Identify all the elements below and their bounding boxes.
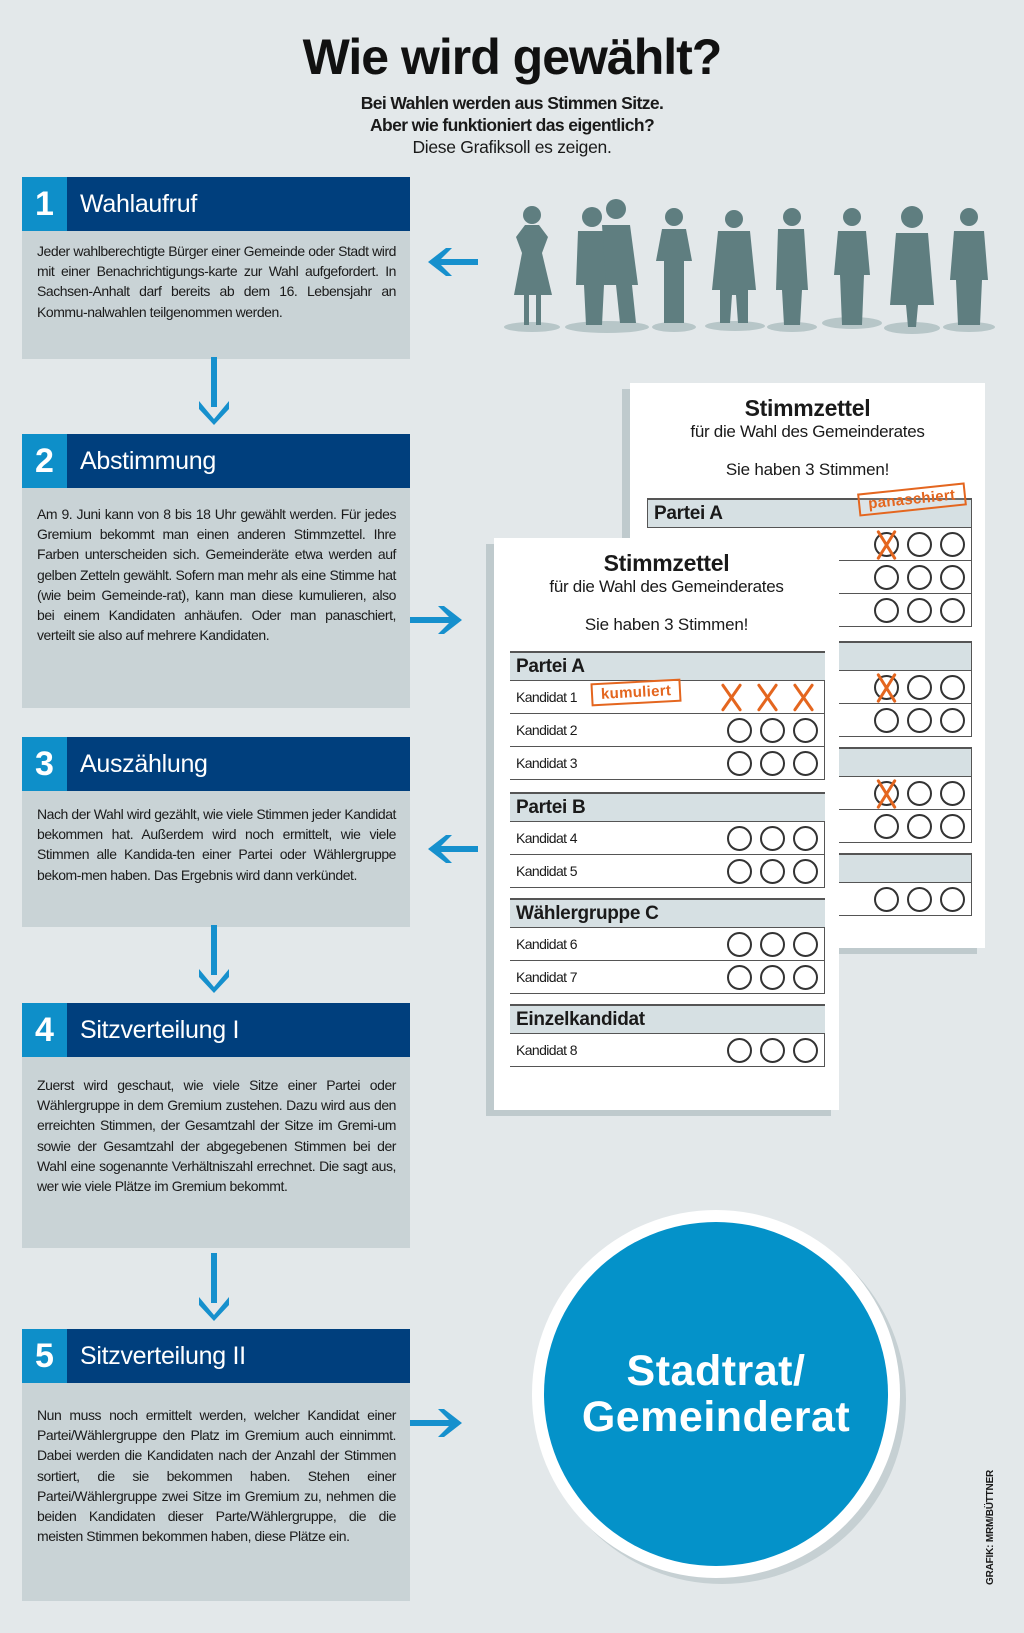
circle-icon [907,814,932,839]
circle-icon [793,965,818,990]
circle-icon [727,859,752,884]
circle-icon [940,708,965,733]
ballot-group-partei-a: Partei A [510,651,825,681]
ballot-row-kandidat-5 [510,855,825,888]
step-2-title: Abstimmung [80,446,216,475]
circle-icon [760,826,785,851]
step-1-header [22,177,410,231]
ballot-front-title: Stimmzettel [603,550,730,576]
ballot-row-kandidat-3 [510,747,825,780]
step-2-number: 2 [22,434,67,488]
circle-icon [793,826,818,851]
circle-icon [727,718,752,743]
circle-icon [760,751,785,776]
circle-icon [907,532,932,557]
circle-icon [907,887,932,912]
circle-icon [874,708,899,733]
x-mark-icon [754,683,782,711]
step-4-card [22,1003,410,1248]
ballot-back-group: Partei A [647,498,972,528]
ballot-front-table [510,651,825,1067]
circle-icon [907,598,932,623]
step-2-header [22,434,410,488]
subtitle-line-3: Diese Grafiksoll es zeigen. [412,137,612,157]
step-5-title: Sitzverteilung II [80,1341,246,1370]
arrow-right-icon [410,1408,462,1438]
arrow-down-icon [197,1253,231,1323]
step-3-number: 3 [22,737,67,791]
circle-icon [760,965,785,990]
step-1-text: Jeder wahlberechtigte Bürger einer Gemeinde oder Stadt wird mit einer Benachrichtigungs-karte zur Wahl aufgefordert. In Sachsen-Anhalt darf bereits ab dem 16. Lebensjahr an Kommu-nalwahlen teilgenommen werden. [37,243,396,320]
ballot-group-partei-b: Partei B [510,792,825,822]
ballot-row-kandidat-2 [510,714,825,747]
circle-icon [907,781,932,806]
candidate-name: Kandidat 8 [516,1042,577,1058]
x-mark-icon [790,683,818,711]
step-5-number: 5 [22,1329,67,1383]
subtitle-line-1: Bei Wahlen werden aus Stimmen Sitze. [360,93,664,113]
step-1-title: Wahlaufruf [80,189,197,218]
circle-icon [907,708,932,733]
result-line-2: Gemeinderat [581,1393,851,1441]
circle-icon [940,814,965,839]
crossed-circle-icon [874,781,899,806]
circle-icon [940,675,965,700]
arrow-down-icon [197,925,231,995]
candidate-name: Kandidat 5 [516,863,577,879]
candidate-name: Kandidat 6 [516,936,577,952]
circle-icon [940,532,965,557]
ballot-row-kandidat-7 [510,961,825,994]
circle-icon [727,1038,752,1063]
circle-icon [907,675,932,700]
arrow-left-icon [428,834,480,864]
candidate-name: Kandidat 4 [516,830,577,846]
x-mark-icon [718,683,746,711]
crossed-circle-icon [874,675,899,700]
ballot-front [494,538,839,1110]
circle-icon [760,932,785,957]
ballot-back-subtitle: für die Wahl des Gemeinderates [690,422,925,441]
ballot-row-kandidat-4 [510,822,825,855]
page-title: Wie wird gewählt? [302,29,722,85]
circle-icon [727,751,752,776]
step-4-text: Zuerst wird geschaut, wie viele Sitze einer Partei oder Wählergruppe in dem Gremium zustehen. Dazu wird aus den erreichten Stimmen, der Gesamtzahl der Sitze im Gremi-um sowie der Gesamtzahl der abgegebenen Stimmen bei der Wahl eine sogenannte Verhältniszahl errechnet. Die sagt aus, wer wie viele Plätze im Gremium bekommt. [37,1077,396,1195]
step-3-header [22,737,410,791]
step-4-title: Sitzverteilung I [80,1015,240,1044]
circle-icon [727,826,752,851]
arrow-left-icon [428,247,480,277]
circle-icon [874,565,899,590]
crossed-circle-icon [874,532,899,557]
result-line-1: Stadtrat/ [626,1347,806,1395]
candidate-name: Kandidat 2 [516,722,577,738]
circle-icon [940,887,965,912]
kumuliert-stamp: kumuliert [590,679,681,707]
step-2-card [22,434,410,708]
graphic-credit: GRAFIK: MRM/BÜTTNER [985,1469,996,1585]
ballot-group-waehlergruppe-c: Wählergruppe C [510,898,825,928]
circle-icon [940,565,965,590]
circle-icon [727,932,752,957]
circle-icon [760,1038,785,1063]
panaschiert-stamp: panaschiert [857,482,966,516]
step-3-text: Nach der Wahl wird gezählt, wie viele Stimmen jeder Kandidat bekommen hat. Außerdem wird noch ermittelt, wie viele Stimmen alle Kandida-ten einer Partei oder Wählergruppe bekom-men haben. Das Ergebnis wird dann verkündet. [37,806,396,883]
circle-icon [760,859,785,884]
candidate-name: Kandidat 3 [516,755,577,771]
ballot-front-note: Sie haben 3 Stimmen! [584,615,749,634]
ballot-group-einzelkandidat: Einzelkandidat [510,1004,825,1034]
step-4-header [22,1003,410,1057]
subtitle-line-2: Aber wie funktioniert das eigentlich? [369,115,655,135]
circle-icon [874,598,899,623]
circle-icon [940,598,965,623]
circle-icon [727,965,752,990]
circle-icon [874,887,899,912]
circle-icon [874,814,899,839]
arrow-down-icon [197,357,231,427]
circle-icon [760,718,785,743]
step-3-title: Auszählung [80,749,208,778]
step-5-header [22,1329,410,1383]
ballot-row-kandidat-8 [510,1034,825,1067]
arrow-right-icon [410,605,462,635]
circle-icon [793,751,818,776]
circle-icon [793,718,818,743]
step-1-card [22,177,410,359]
step-5-text: Nun muss noch ermittelt werden, welcher Kandidat einer Partei/Wählergruppe den Platz im Gremium auch einnimmt. Dabei werden die Kandidaten nach der Anzahl der Stimmen sortiert, die sie bekommen haben. Stehen einer Partei/Wählergruppe zwei Sitze im Gremium zu, nehmen die beiden Kandidaten dieser Parte/Wählergruppe, die die meisten Stimmen bekommen haben, diese Plätze ein. [37,1407,396,1545]
circle-icon [793,1038,818,1063]
candidate-name: Kandidat 7 [516,969,577,985]
circle-icon [793,859,818,884]
result-circle [544,1222,888,1566]
candidate-name: Kandidat 1 [516,689,577,705]
ballot-back-note: Sie haben 3 Stimmen! [725,460,890,479]
circle-icon [907,565,932,590]
step-2-text: Am 9. Juni kann von 8 bis 18 Uhr gewählt werden. Für jedes Gremium bekommt man einen anderen Stimmzettel. Ihre Farben unterscheiden sich. Gemeinderäte etwa werden auf gelben Zetteln gewählt. Sofern man mehr als eine Stimme hat (wie beim Gemeinde-rat), kann man diese kumulieren, also bei einem Kandidaten anhäufen. Oder man panaschiert, verteilt sie also auf mehrere Kandidaten. [37,506,396,644]
step-1-number: 1 [22,177,67,231]
people-silhouettes-icon [492,195,997,335]
ballot-front-subtitle: für die Wahl des Gemeinderates [549,577,784,596]
step-4-number: 4 [22,1003,67,1057]
step-3-card [22,737,410,927]
circle-icon [940,781,965,806]
ballot-back-title: Stimmzettel [744,395,871,421]
step-5-card [22,1329,410,1601]
circle-icon [793,932,818,957]
ballot-row-kandidat-6 [510,928,825,961]
subtitle [0,92,1024,158]
